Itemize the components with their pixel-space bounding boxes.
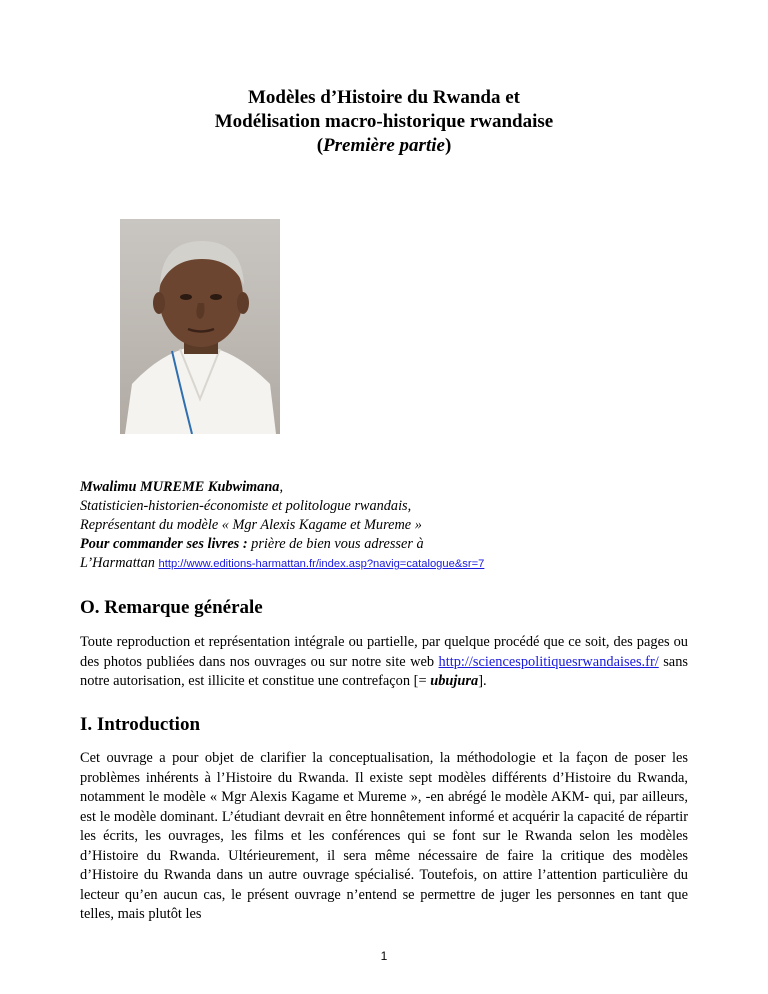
publisher-name: L’Harmattan: [80, 555, 159, 571]
author-name-line: Mwalimu MUREME Kubwimana,: [80, 479, 284, 495]
publisher-line: [80, 554, 700, 574]
ubujura-term: ubujura: [430, 673, 479, 689]
section-o-paragraph: Toute reproduction et représentation intégrale ou partielle, par quelque procédé que ce soit, des pages ou des photos publiées dans nos ouvrages ou sur notre site web http://sciencespolitiquesrwandaises.fr/ sans notre autorisation, est illicite et constitue une contrefaçon [= ubujura].: [80, 634, 688, 689]
order-label: Pour commander ses livres :: [80, 536, 248, 552]
section-i-heading: I. Introduction: [80, 714, 201, 735]
page-number: 1: [380, 949, 388, 963]
title-line-2: Modélisation macro-historique rwandaise: [214, 111, 554, 132]
section-i-paragraph: Cet ouvrage a pour objet de clarifier la conceptualisation, la méthodologie et la façon de poser les problèmes inhérents à l’Histoire du Rwanda. Il existe sept modèles différents d’Histoire du Rwanda, notamment le modèle « Mgr Alexis Kagame et Mureme », -en abrégé le modèle AKM- qui, par ailleurs, est le modèle dominant. L’étudiant devrait en être honnêtement informé et acquérir la capacité de répartir les écrits, les ouvrages, les films et les conférences qui se font sur le Rwanda selon les modèles d’Histoire du Rwanda. Ultérieurement, il sera même nécessaire de faire la critique des modèles d’Histoire du Rwanda dans un autre ouvrage spécialisé. Toutefois, on attire l’attention particulière du lecteur qu’en aucun cas, le présent ouvrage n’entend se permettre de juger les personnes en tant que telles, mais plutôt les: [80, 750, 688, 922]
author-role: Statisticien-historien-économiste et politologue rwandais,: [80, 498, 412, 514]
title-part-label: Première partie: [323, 135, 445, 156]
section-o-heading: O. Remarque générale: [80, 597, 263, 618]
document-title: [0, 86, 768, 158]
publisher-link[interactable]: http://www.editions-harmattan.fr/index.asp?navig=catalogue&sr=7: [158, 558, 485, 570]
author-name: Mwalimu MUREME Kubwimana: [80, 479, 280, 495]
author-photo: [120, 219, 280, 434]
author-block: [80, 478, 700, 574]
author-representative: Représentant du modèle « Mgr Alexis Kagame et Mureme »: [80, 517, 422, 533]
author-portrait-image: [120, 219, 280, 434]
website-link[interactable]: http://sciencespolitiquesrwandaises.fr/: [438, 653, 659, 670]
title-line-3: (Première partie): [316, 135, 452, 156]
title-line-1: Modèles d’Histoire du Rwanda et: [248, 87, 520, 108]
order-line: Pour commander ses livres : prière de bien vous adresser à: [80, 536, 424, 552]
